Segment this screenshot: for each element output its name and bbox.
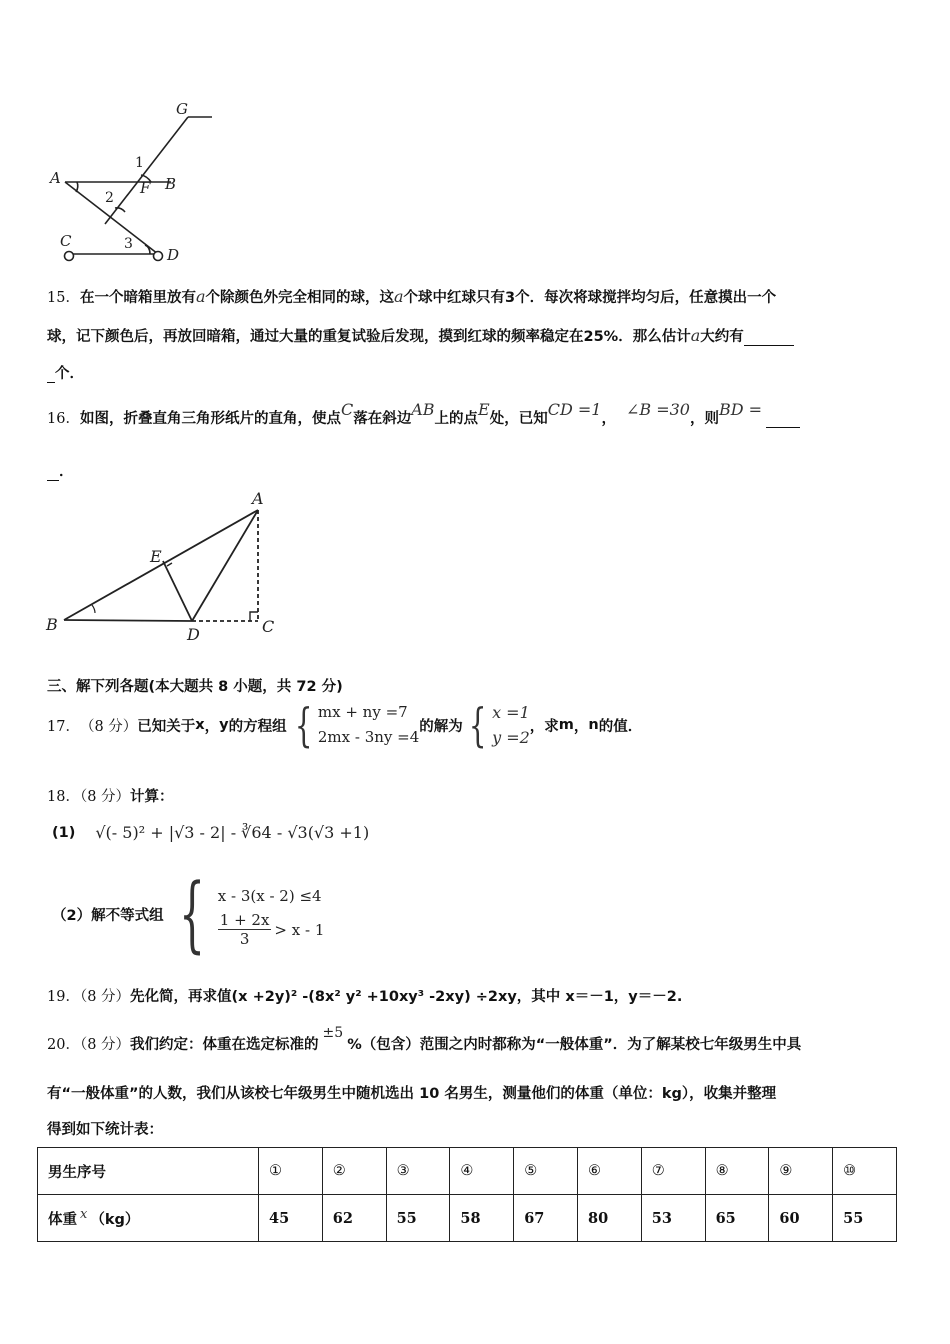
answer-blank-continuation[interactable] xyxy=(47,366,55,383)
section-title: 三、解下列各题(本大题共 8 小题，共 72 分) xyxy=(47,679,343,695)
weight-value: 55 xyxy=(386,1195,450,1242)
table-row xyxy=(38,1195,897,1242)
figure-parallel-lines xyxy=(45,96,225,271)
weight-value: 58 xyxy=(450,1195,514,1242)
ask-bd: BD = xyxy=(718,400,763,419)
solution-y: y =2 xyxy=(492,728,530,747)
condition-cd: CD =1 xyxy=(547,400,602,419)
label-b: B xyxy=(46,615,58,634)
variable-a: a xyxy=(195,287,206,306)
solution-x: x =1 xyxy=(492,703,530,722)
segment-bd xyxy=(64,620,192,621)
student-id: ④ xyxy=(450,1148,514,1195)
inequality-1: x - 3(x - 2) ≤4 xyxy=(217,887,322,905)
student-id: ② xyxy=(322,1148,386,1195)
label-g: G xyxy=(176,100,188,118)
question-18-part2: （2）解不等式组 { x - 3(x - 2) ≤4 $\frac{1 + 2x}{3}$ > x - 1 xyxy=(52,866,325,962)
question-18-part1: (1) √(- 5)² + |√3 - 2| - ∛64 - √3(√3 +1) xyxy=(52,823,370,842)
question-16-line1: 16．如图，折叠直角三角形纸片的直角，使点C落在斜边AB上的点E处，已知CD =1， ∠B =30，则BD = xyxy=(47,407,800,428)
student-id: ⑧ xyxy=(705,1148,769,1195)
question-20-line1: 20．（8 分）我们约定：体重在选定标准的±5%（包含）范围之内时都称为“一般体重”．为了解某校七年级男生中具 xyxy=(47,1025,802,1053)
weight-value: 80 xyxy=(577,1195,641,1242)
angle-label-2: 2 xyxy=(105,190,114,206)
weight-value: 60 xyxy=(769,1195,833,1242)
student-id: ③ xyxy=(386,1148,450,1195)
condition-angle-b: ∠B =30 xyxy=(625,400,690,419)
equation-2: 2mx - 3ny =4 xyxy=(317,728,420,746)
segment-ed xyxy=(163,561,192,621)
question-16-line2: ． xyxy=(47,460,74,481)
weight-value: 55 xyxy=(833,1195,897,1242)
label-b: B xyxy=(165,175,177,193)
expression-1: √(- 5)² + |√3 - 2| - ∛64 - √3(√3 +1) xyxy=(95,823,370,842)
student-id: ① xyxy=(259,1148,323,1195)
label-a: A xyxy=(50,169,61,187)
solution-system: { x =1 y =2 xyxy=(468,698,530,752)
question-15-line1: 15．在一个暗箱里放有a个除颜色外完全相同的球，这a个球中红球只有3个．每次将球搅拌均匀后，任意摸出一个 xyxy=(47,287,777,306)
weight-value: 65 xyxy=(705,1195,769,1242)
question-number: 17． xyxy=(47,718,80,735)
label-a: A xyxy=(252,489,264,508)
student-id: ⑩ xyxy=(833,1148,897,1195)
label-c: C xyxy=(60,232,72,250)
label-c: C xyxy=(262,617,275,636)
row-header-id: 男生序号 xyxy=(38,1148,259,1195)
weight-value: 45 xyxy=(259,1195,323,1242)
question-15-line3: 个． xyxy=(47,362,84,383)
answer-blank-continuation[interactable] xyxy=(47,464,59,481)
inequality-2: $\frac{1 + 2x}{3}$ > x - 1 xyxy=(219,911,325,948)
student-id: ⑤ xyxy=(514,1148,578,1195)
question-15-line2: 球，记下颜色后，再放回暗箱，通过大量的重复试验后发现，摸到红球的频率稳定在25%．那么估计a大约有 xyxy=(47,325,794,346)
segment-ad xyxy=(192,510,258,621)
weight-value: 67 xyxy=(514,1195,578,1242)
fraction-numerator: 1 + 2x xyxy=(219,911,270,929)
equation-system: { mx + ny =7 2mx - 3ny =4 xyxy=(294,698,420,752)
question-number: 20． xyxy=(47,1037,80,1053)
question-number: 19． xyxy=(47,989,80,1005)
equation-1: mx + ny =7 xyxy=(317,703,408,721)
angle-label-3: 3 xyxy=(124,236,133,252)
angle-label-1: 1 xyxy=(135,155,144,171)
fraction-denominator: 3 xyxy=(239,930,250,948)
student-id: ⑨ xyxy=(769,1148,833,1195)
question-18: 18．（8 分）计算： xyxy=(47,789,174,805)
figure-folded-triangle xyxy=(40,488,290,648)
question-19: 19．（8 分）先化简，再求值(x +2y)² -(8x² y² +10xy³ -2xy) ÷2xy，其中 x＝－1，y＝－2. xyxy=(47,989,683,1005)
label-e: E xyxy=(150,547,162,566)
question-20-line3: 得到如下统计表： xyxy=(47,1122,163,1138)
label-d: D xyxy=(167,246,180,264)
question-20-line2: 有“一般体重”的人数，我们从该校七年级男生中随机选出 10 名男生，测量他们的体重（单位：kg），收集并整理 xyxy=(47,1086,777,1102)
student-id: ⑥ xyxy=(577,1148,641,1195)
weight-table xyxy=(37,1147,897,1242)
weight-value: 53 xyxy=(641,1195,705,1242)
plus-minus-5: ±5 xyxy=(322,1025,344,1041)
variable-a: a xyxy=(394,287,404,306)
table-row xyxy=(38,1148,897,1195)
weight-value: 62 xyxy=(322,1195,386,1242)
label-d: D xyxy=(187,625,200,644)
variable-a: a xyxy=(690,326,701,345)
question-number: 18． xyxy=(47,789,80,805)
inequality-system: { x - 3(x - 2) ≤4 $\frac{1 + 2x}{3}$ > x - 1 xyxy=(178,866,325,962)
student-id: ⑦ xyxy=(641,1148,705,1195)
row-header-weight: 体重 x （kg） xyxy=(38,1195,259,1242)
question-number: 16． xyxy=(47,411,80,427)
question-17: 17． （8 分） 已知关于 x ， y 的方程组 { mx + ny =7 2mx - 3ny =4 的解为 { x =1 y =2 ，求 m ， n 的值． xyxy=(47,698,643,752)
question-number: 15． xyxy=(47,290,80,306)
answer-blank[interactable] xyxy=(744,329,794,346)
answer-blank[interactable] xyxy=(766,411,800,428)
label-f: F xyxy=(140,179,151,197)
